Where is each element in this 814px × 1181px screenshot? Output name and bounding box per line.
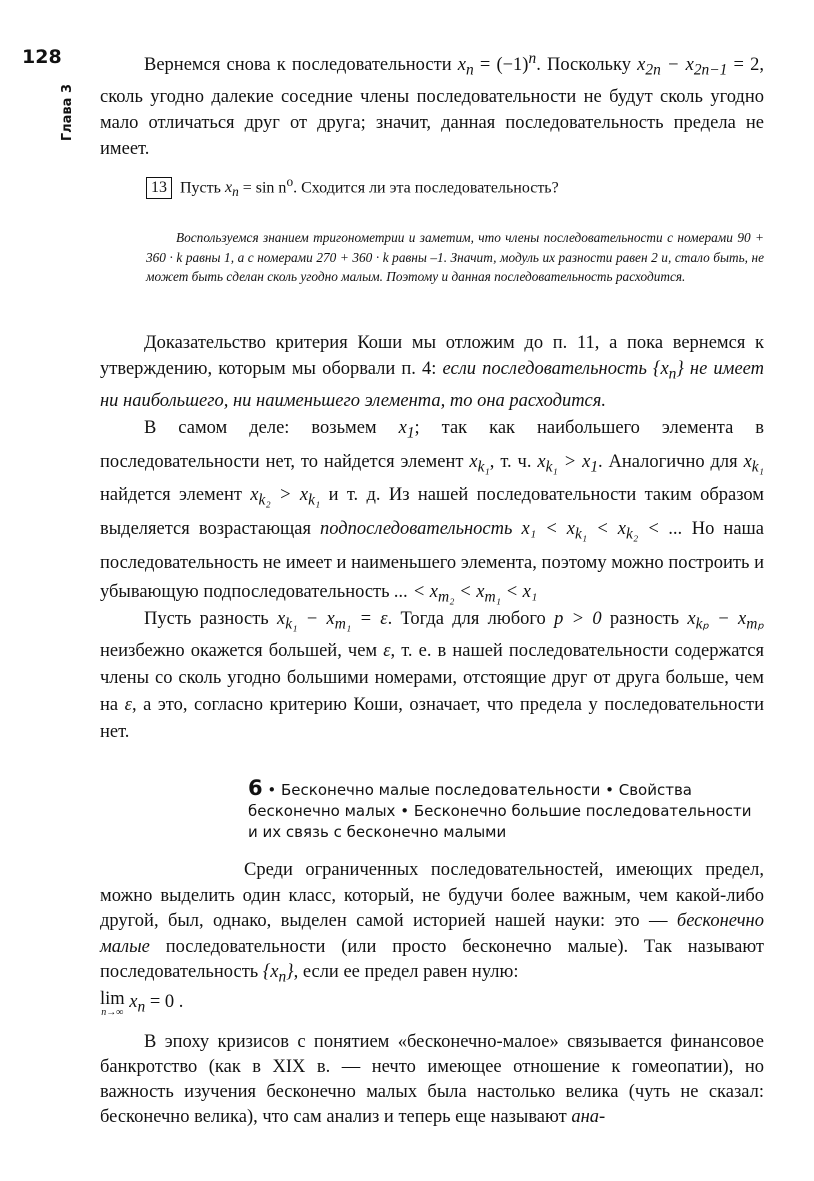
paragraph-1: Вернемся снова к последовательности $x_n = (-1)^n$. Поскольку $x_{2n} - x_{2n-1} = 2$, сколь угодно далекие соседние члены последовательности не будут сколь угодно мало отличаться друг от друга; значит, данная последовательность предела не имеет.: [100, 50, 764, 159]
paragraph-6: В эпоху кризисов с понятием «бесконечно-малое» связывается финансовое банкротство (как в XIX в. — нечто имеющее отношение к гомеопатии), но важность изучения бесконечно малых была настолько велика (чуть не сказал: бесконечно велика), что сам анализ и теперь еще называют ана-: [100, 1032, 764, 1127]
paragraph-4: Пусть разность $x_{k_1} - x_{m_1} = \varepsilon$. Тогда для любого p > 0 разность $x_{k_p} - x_{m_p}$ неизбежно окажется большей, чем ε, т. е. в нашей последовательности содержатся члены со сколь угодно большими номерами, отстоящие друг от друга больше, чем на ε, а это, согласно критерию Коши, означает, что предела у последовательности нет.: [100, 609, 765, 742]
paragraph-3: В самом деле: возьмем $x_1$; так как наибольшего элемента в последовательности нет, то найдется элемент $x_{k_1}$, т. ч. $x_{k_1} > x_1$. Аналогично для $x_{k_1}$ найдется элемент $x_{k_2} > x_{k_1}$ и т. д. Из нашей последовательности таким образом выделяется возрастающая подпоследовательность $x_1 < x_{k_1} < x_{k_2}$ < ... Но наша последовательность не имеет и наименьшего элемента, поэтому можно построить и убывающую подпоследовательность ... < $x_{m_2} < x_{m_1} < x_1$: [100, 418, 764, 606]
problem-number-box: 13: [146, 177, 172, 199]
page-number: 128: [22, 46, 62, 68]
solution-text: Воспользуемся знанием тригонометрии и заметим, что члены последовательности с номерами 90 + 360 · k равны 1, а с номерами 270 + 360 · k равны –1. Значит, модуль их разности равен 2 и, стало быть, не может быть сделан сколь угодно малым. Поэтому и данная последовательность расходится.: [146, 230, 765, 284]
paragraph-2: Доказательство критерия Коши мы отложим до п. 11, а пока вернемся к утверждению, которым мы оборвали п. 4: если последовательность $\{x_n\}$ не имеет ни наибольшего, ни наименьшего элемента, то она расходится.: [100, 333, 764, 411]
chapter-label: Глава 3: [60, 84, 75, 142]
section-number: 6: [248, 776, 263, 800]
section-heading: 6 • Бесконечно малые последовательности • Свойства бесконечно малых • Бесконечно большие последовательности и их связь с бесконечно малыми: [248, 776, 752, 841]
limit-expression: lim n→∞: [100, 989, 125, 1019]
problem-13: 13 Пусть $x_n = \sin n^o$. Сходится ли эта последовательность?: [146, 174, 559, 201]
paragraph-5: Среди ограниченных последовательностей, имеющих предел, можно выделить один класс, который, не будучи более важным, чем какой-либо другой, был, однако, выделен самой историей нашей науки: это — бесконечно малые последовательности (или просто бесконечно малые). Так называют последовательность $\{x_n\}$, если ее предел равен нулю: lim n→∞ $x_n = 0$ .: [100, 860, 764, 1019]
